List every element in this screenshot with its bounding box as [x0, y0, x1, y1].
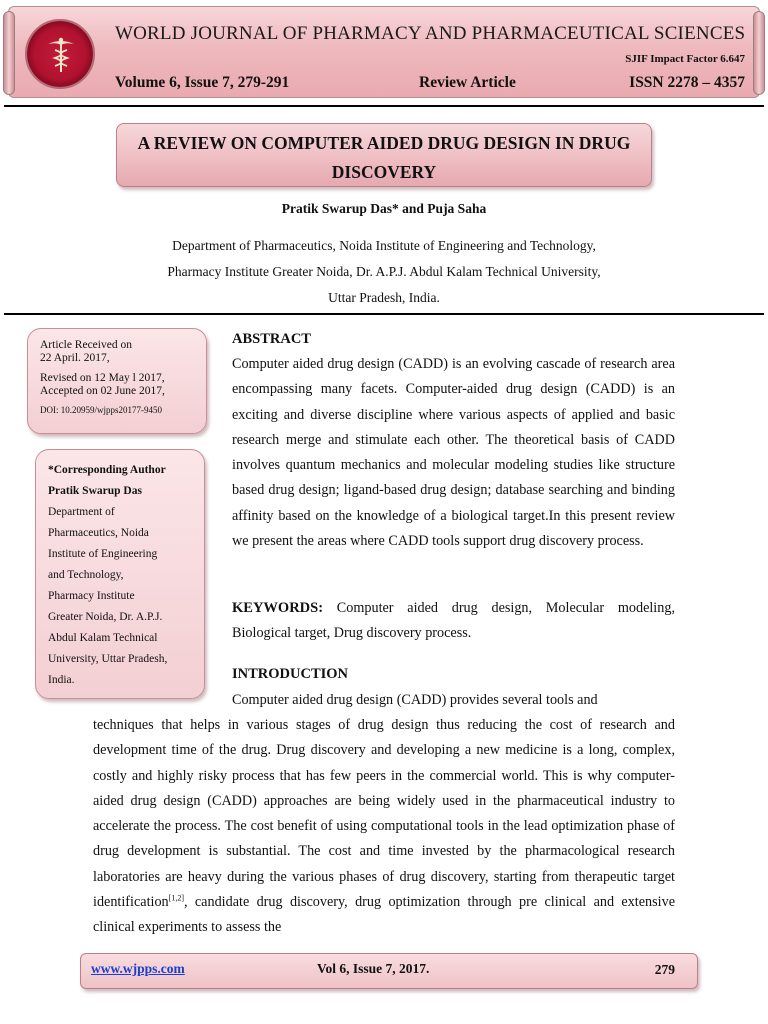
article-title-line-1: A REVIEW ON COMPUTER AIDED DRUG DESIGN IN DRUG	[137, 133, 631, 153]
volume-issue-pages: Volume 6, Issue 7, 279-291	[115, 74, 290, 91]
corresponding-name: Pratik Swarup Das	[48, 485, 142, 497]
received-label: Article Received on	[40, 339, 132, 351]
introduction-heading: INTRODUCTION	[232, 666, 349, 682]
affiliation-line: Pharmacy Institute Greater Noida, Dr. A.P.J. Abdul Kalam Technical University,	[167, 264, 601, 279]
footer-volume: Vol 6, Issue 7, 2017.	[317, 961, 430, 976]
citation: [1,2]	[168, 893, 184, 903]
affiliation-line: Department of Pharmaceutics, Noida Institute of Engineering and Technology,	[172, 238, 596, 253]
journal-website-link[interactable]: www.wjpps.com	[91, 961, 185, 976]
corresponding-address-line: Abdul Kalam Technical	[48, 632, 158, 644]
affiliation	[0, 233, 768, 311]
corresponding-address-line: Institute of Engineering	[48, 548, 158, 560]
introduction-body	[93, 713, 675, 941]
corresponding-label: *Corresponding Author	[48, 464, 166, 476]
section-divider	[4, 313, 764, 315]
impact-factor: SJIF Impact Factor 6.647	[625, 53, 745, 65]
journal-title: WORLD JOURNAL OF PHARMACY AND PHARMACEUTICAL SCIENCES	[115, 23, 746, 44]
corresponding-address-line: Pharmaceutics, Noida	[48, 527, 149, 539]
authors: Pratik Swarup Das* and Puja Saha	[281, 201, 487, 216]
introduction-first-line: Computer aided drug design (CADD) provides several tools and	[232, 692, 598, 708]
article-dates-box	[27, 328, 207, 434]
keywords	[232, 596, 675, 647]
corresponding-address-line: and Technology,	[48, 569, 124, 581]
corresponding-author-box	[35, 449, 205, 699]
corresponding-address-line: University, Uttar Pradesh,	[48, 653, 168, 665]
keywords-text: Computer aided drug design, Molecular modeling, Biological target, Drug discovery process.	[232, 600, 675, 642]
corresponding-address-line: Department of	[48, 506, 115, 518]
affiliation-line: Uttar Pradesh, India.	[328, 290, 440, 305]
corresponding-address-line: India.	[48, 674, 75, 686]
keywords-label: KEYWORDS:	[232, 600, 324, 616]
received-date: 22 April. 2017,	[40, 352, 110, 364]
header-divider	[4, 105, 764, 107]
doi: DOI: 10.20959/wjpps20177-9450	[40, 405, 162, 415]
scroll-roll-left	[3, 11, 15, 95]
page-footer	[80, 953, 698, 989]
corresponding-address-line: Greater Noida, Dr. A.P.J.	[48, 611, 163, 623]
introduction-text: , candidate drug discovery, drug optimization through pre clinical and extensive clinical experiments to assess the	[93, 894, 675, 936]
issn: ISSN 2278 – 4357	[629, 74, 745, 91]
journal-header-banner	[8, 6, 760, 98]
accepted-date: Accepted on 02 June 2017,	[40, 385, 165, 397]
abstract-text: Computer aided drug design (CADD) is an evolving cascade of research area encompassing many facets. Computer-aided drug design (CADD) is an exciting and diverse discipline where various aspects of applied and basic research merge and stimulate each other. The theoretical basis of CADD involves quantum mechanics and molecular modeling studies like structure based drug design; ligand-based drug design; database searching and binding affinity based on the knowledge of a biological target.In this present review we present the areas where CADD tools support drug discovery process.	[232, 356, 675, 550]
introduction-text: techniques that helps in various stages of drug design thus reducing the cost of research and development time of the drug. Drug discovery and developing a new medicine is a long, complex, costly and highly risky process that has few peers in the commercial world. This is why computer-aided drug design (CADD) approaches are being widely used in the pharmaceutical industry to accelerate the process. The cost benefit of using computational tools in the lead optimization phase of drug development is substantial. The cost and time invested by the pharmacological research laboratories are heavy during the various phases of drug discovery, starting from therapeutic target identification	[93, 717, 675, 911]
article-title-line-2: DISCOVERY	[331, 162, 437, 182]
article-title-box	[116, 123, 652, 187]
revised-date: Revised on 12 May l 2017,	[40, 372, 165, 384]
article-type: Review Article	[419, 74, 516, 91]
page-number: 279	[654, 962, 675, 977]
abstract-heading: ABSTRACT	[232, 331, 311, 347]
corresponding-address-line: Pharmacy Institute	[48, 590, 135, 602]
journal-logo	[25, 19, 95, 89]
caduceus-icon	[44, 36, 78, 74]
